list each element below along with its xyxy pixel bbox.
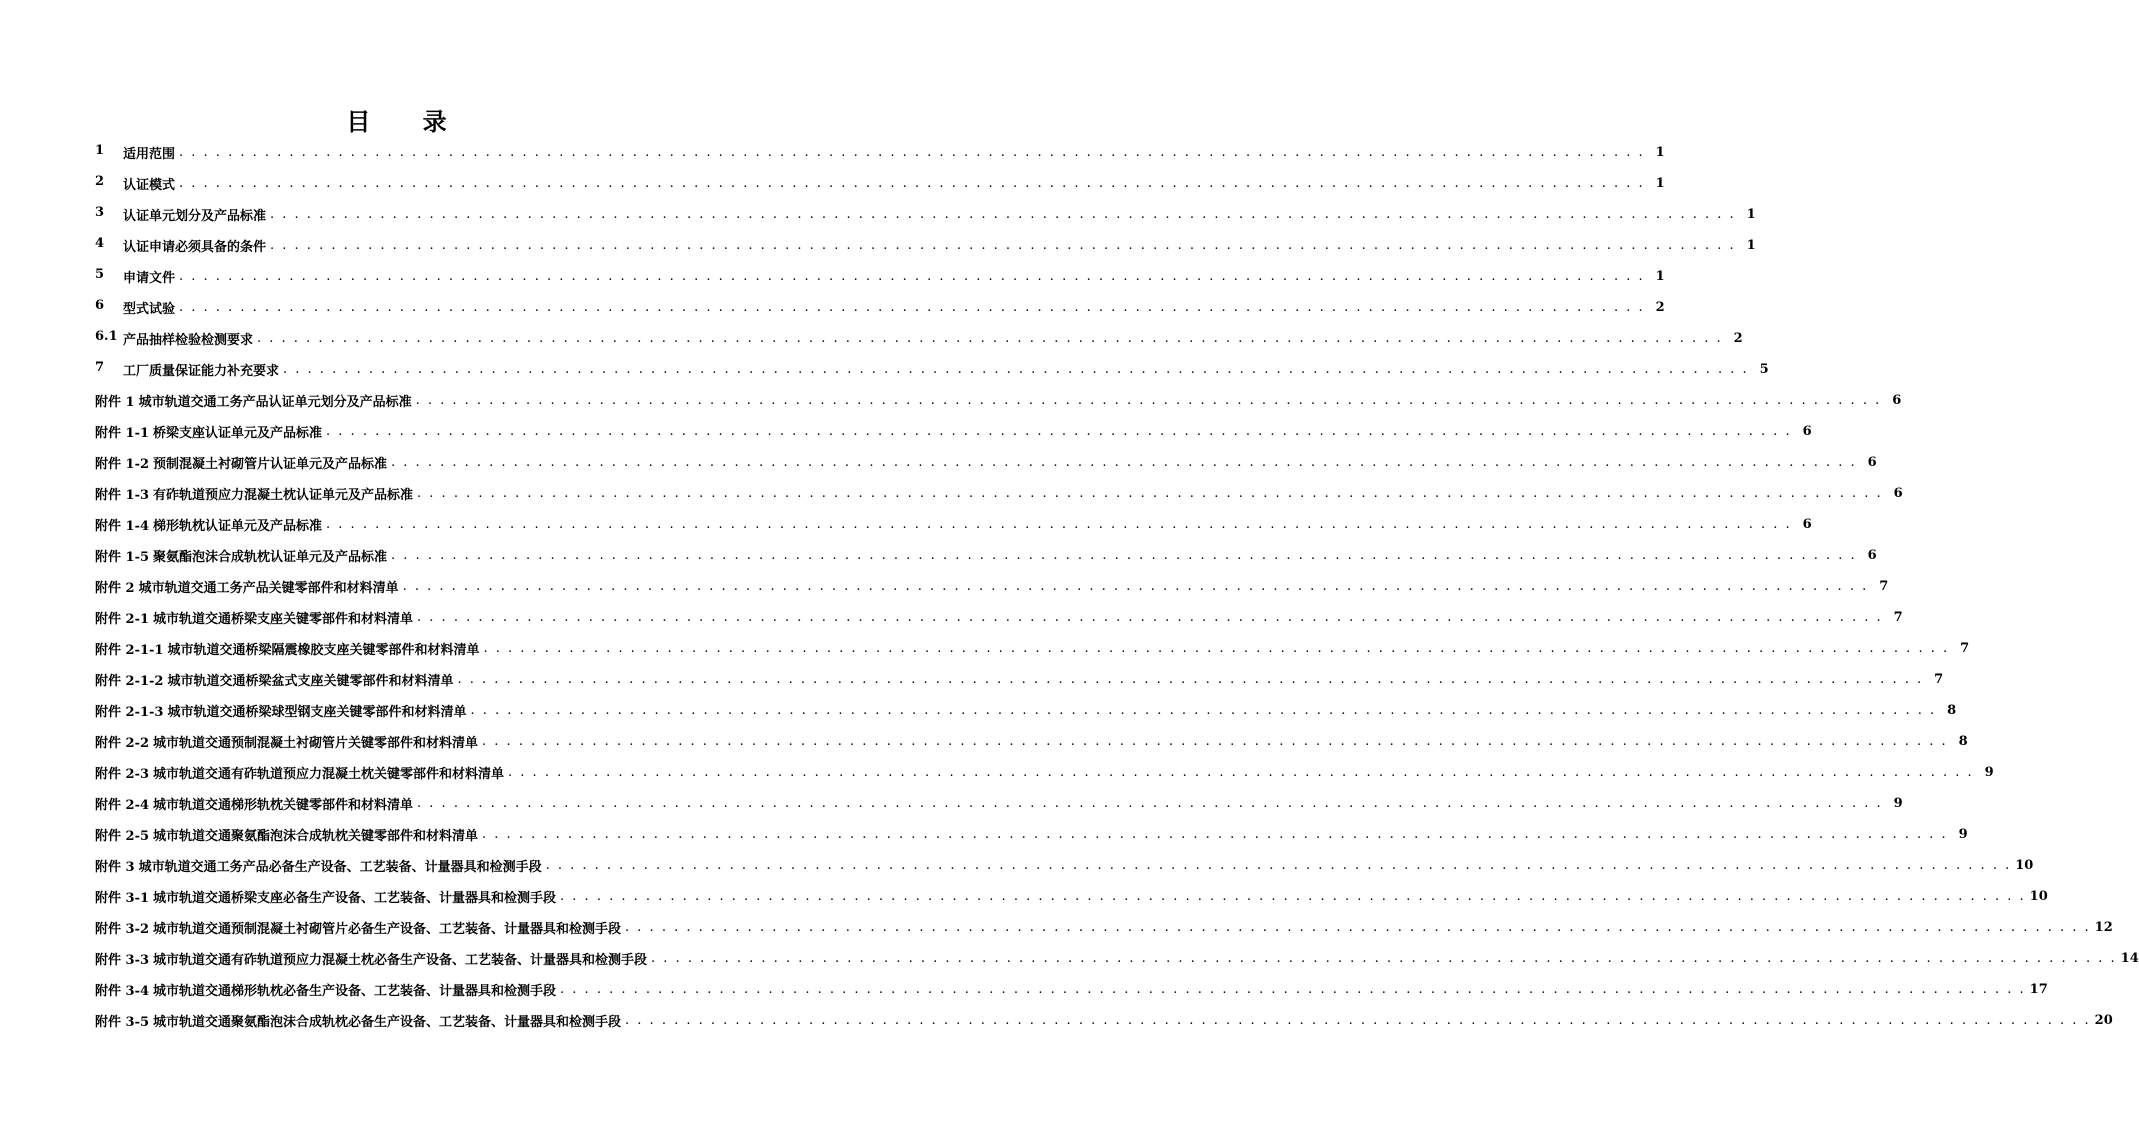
toc-entry[interactable] bbox=[95, 788, 1903, 819]
toc-entry-number: 6 bbox=[95, 298, 105, 313]
dot-leader: . . . . . . . . . . . . . . . . . . . . . . . . . . . . . . . . . . . . . . . . . . . . . . . . . . . . . . . . . . . . . . . . . . . . . . . . . . . . . . . . . . . . . . . . . . . . . . . . . . . . . . . . . . . . . . . . . . . . . . . . bbox=[482, 827, 1948, 842]
toc-entry-page-number: 2 bbox=[1655, 300, 1665, 315]
toc-entry-label bbox=[95, 484, 413, 503]
toc-entry-label bbox=[95, 329, 253, 348]
toc-entry-text: 城市轨道交通工务产品必备生产设备、工艺装备、计量器具和检测手段 bbox=[138, 860, 542, 875]
toc-entry-label bbox=[95, 267, 175, 286]
toc-entry-label bbox=[95, 639, 479, 658]
dot-leader: . . . . . . . . . . . . . . . . . . . . . . . . . . . . . . . . . . . . . . . . . . . . . . . . . . . . . . . . . . . . . . . . . . . . . . . . . . . . . . . . . . . . . . . . . . . . . . . . . . . . . . . . . . . . . . . . . . . . . . . . bbox=[283, 362, 1749, 377]
toc-entry-label bbox=[95, 143, 175, 162]
toc-entry-label bbox=[95, 546, 387, 565]
toc-entry-text: 城市轨道交通桥梁支座必备生产设备、工艺装备、计量器具和检测手段 bbox=[153, 891, 557, 906]
toc-entry-text: 城市轨道交通桥梁隔震橡胶支座关键零部件和材料清单 bbox=[167, 643, 480, 658]
toc-entry-label bbox=[95, 794, 413, 813]
toc-entry-text: 城市轨道交通工务产品认证单元划分及产品标准 bbox=[138, 395, 412, 410]
toc-entry-number: 附件 3-5 bbox=[95, 1015, 150, 1030]
toc-entry[interactable] bbox=[95, 292, 1665, 323]
toc-entry-label bbox=[95, 453, 387, 472]
dot-leader: . . . . . . . . . . . . . . . . . . . . . . . . . . . . . . . . . . . . . . . . . . . . . . . . . . . . . . . . . . . . . . . . . . . . . . . . . . . . . . . . . . . . . . . . . . . . . . . . . . . . . . . . . . . . . . . . . . . . . . . . bbox=[470, 703, 1937, 718]
dot-leader: . . . . . . . . . . . . . . . . . . . . . . . . . . . . . . . . . . . . . . . . . . . . . . . . . . . . . . . . . . . . . . . . . . . . . . . . . . . . . . . . . . . . . . . . . . . . . . . . . . . . . . . . . . . . . . . . . . . . . . . . bbox=[270, 238, 1736, 253]
toc-entry-text: 城市轨道交通梯形轨枕关键零部件和材料清单 bbox=[153, 798, 414, 813]
dot-leader: . . . . . . . . . . . . . . . . . . . . . . . . . . . . . . . . . . . . . . . . . . . . . . . . . . . . . . . . . . . . . . . . . . . . . . . . . . . . . . . . . . . . . . . . . . . . . . . . . . . . . . . . . . . . . . . . . . . . . . . . bbox=[560, 982, 2026, 997]
toc-entry-page-number: 10 bbox=[2015, 858, 2034, 873]
toc-entry-text: 城市轨道交通工务产品关键零部件和材料清单 bbox=[138, 581, 399, 596]
toc-entry[interactable] bbox=[95, 571, 1889, 602]
toc-entry-number: 1 bbox=[95, 143, 105, 158]
toc-entry[interactable] bbox=[95, 168, 1665, 199]
toc-entry-label bbox=[95, 577, 399, 596]
toc-entry-number: 附件 2-4 bbox=[95, 798, 150, 813]
dot-leader: . . . . . . . . . . . . . . . . . . . . . . . . . . . . . . . . . . . . . . . . . . . . . . . . . . . . . . . . . . . . . . . . . . . . . . . . . . . . . . . . . . . . . . . . . . . . . . . . . . . . . . . . . . . . . . . . . . . . . . . . bbox=[625, 920, 2091, 935]
toc-entry-number: 附件 2 bbox=[95, 581, 135, 596]
toc-entry-label bbox=[95, 763, 504, 782]
toc-entry-text: 聚氨酯泡沫合成轨枕认证单元及产品标准 bbox=[153, 550, 388, 565]
toc-entry[interactable] bbox=[95, 199, 1756, 230]
toc-entry-page-number: 20 bbox=[2094, 1013, 2113, 1028]
dot-leader: . . . . . . . . . . . . . . . . . . . . . . . . . . . . . . . . . . . . . . . . . . . . . . . . . . . . . . . . . . . . . . . . . . . . . . . . . . . . . . . . . . . . . . . . . . . . . . . . . . . . . . . . . . . . . . . . . . . . . . . . bbox=[457, 672, 1924, 687]
dot-leader: . . . . . . . . . . . . . . . . . . . . . . . . . . . . . . . . . . . . . . . . . . . . . . . . . . . . . . . . . . . . . . . . . . . . . . . . . . . . . . . . . . . . . . . . . . . . . . . . . . . . . . . . . . . . . . . . . . . . . . . . bbox=[270, 207, 1736, 222]
toc-entry-page-number: 7 bbox=[1879, 579, 1889, 594]
toc-entry-label bbox=[95, 205, 266, 224]
toc-entry-label bbox=[95, 608, 413, 627]
toc-entry[interactable] bbox=[95, 540, 1877, 571]
toc-entry-text: 城市轨道交通桥梁球型钢支座关键零部件和材料清单 bbox=[167, 705, 467, 720]
toc-entry[interactable] bbox=[95, 695, 1957, 726]
toc-entry-text: 工厂质量保证能力补充要求 bbox=[123, 364, 280, 379]
toc-entry-page-number: 6 bbox=[1867, 548, 1877, 563]
toc-entry-number: 附件 2-2 bbox=[95, 736, 150, 751]
toc-entry-page-number: 6 bbox=[1892, 393, 1902, 408]
toc-entry-number: 附件 3-2 bbox=[95, 922, 150, 937]
toc-entry-label bbox=[95, 515, 322, 534]
toc-entry[interactable] bbox=[95, 633, 1970, 664]
dot-leader: . . . . . . . . . . . . . . . . . . . . . . . . . . . . . . . . . . . . . . . . . . . . . . . . . . . . . . . . . . . . . . . . . . . . . . . . . . . . . . . . . . . . . . . . . . . . . . . . . . . . . . . . . . . . . . . . . . . . . . . . bbox=[326, 424, 1792, 439]
toc-entry-text: 城市轨道交通桥梁盆式支座关键零部件和材料清单 bbox=[167, 674, 454, 689]
toc-entry[interactable] bbox=[95, 819, 1968, 850]
dot-leader: . . . . . . . . . . . . . . . . . . . . . . . . . . . . . . . . . . . . . . . . . . . . . . . . . . . . . . . . . . . . . . . . . . . . . . . . . . . . . . . . . . . . . . . . . . . . . . . . . . . . . . . . . . . . . . . . . . . . . . . . bbox=[179, 300, 1645, 315]
toc-entry-page-number: 7 bbox=[1934, 672, 1944, 687]
toc-entry-page-number: 1 bbox=[1655, 269, 1665, 284]
toc-entry[interactable] bbox=[95, 943, 2139, 974]
toc-entry-number: 附件 1-3 bbox=[95, 488, 150, 503]
toc-entry-page-number: 1 bbox=[1655, 176, 1665, 191]
toc-entry[interactable] bbox=[95, 323, 1743, 354]
toc-entry-page-number: 7 bbox=[1893, 610, 1903, 625]
toc-entry[interactable] bbox=[95, 664, 1944, 695]
toc-entry[interactable] bbox=[95, 230, 1756, 261]
toc-entry[interactable] bbox=[95, 509, 1812, 540]
toc-entry-number: 5 bbox=[95, 267, 105, 282]
toc-entry-text: 城市轨道交通聚氨酯泡沫合成轨枕必备生产设备、工艺装备、计量器具和检测手段 bbox=[153, 1015, 622, 1030]
toc-entry-page-number: 8 bbox=[1958, 734, 1968, 749]
toc-entry-number: 附件 1-1 bbox=[95, 426, 150, 441]
toc-entry-label bbox=[95, 732, 478, 751]
toc-entry-page-number: 2 bbox=[1733, 331, 1743, 346]
toc-entry-label bbox=[95, 701, 466, 720]
toc-entry[interactable] bbox=[95, 912, 2113, 943]
toc-entry-text: 预制混凝土衬砌管片认证单元及产品标准 bbox=[153, 457, 388, 472]
dot-leader: . . . . . . . . . . . . . . . . . . . . . . . . . . . . . . . . . . . . . . . . . . . . . . . . . . . . . . . . . . . . . . . . . . . . . . . . . . . . . . . . . . . . . . . . . . . . . . . . . . . . . . . . . . . . . . . . . . . . . . . . bbox=[179, 145, 1645, 160]
toc-entry-page-number: 1 bbox=[1746, 238, 1756, 253]
dot-leader: . . . . . . . . . . . . . . . . . . . . . . . . . . . . . . . . . . . . . . . . . . . . . . . . . . . . . . . . . . . . . . . . . . . . . . . . . . . . . . . . . . . . . . . . . . . . . . . . . . . . . . . . . . . . . . . . . . . . . . . . bbox=[651, 951, 2117, 966]
toc-entry-label bbox=[95, 391, 412, 410]
toc-entry-text: 申请文件 bbox=[123, 271, 176, 286]
toc-entry[interactable] bbox=[95, 602, 1903, 633]
toc-entry-text: 认证模式 bbox=[123, 178, 176, 193]
toc-entry[interactable] bbox=[95, 447, 1877, 478]
toc-entry-text: 产品抽样检验检测要求 bbox=[123, 333, 254, 348]
toc-entry-label bbox=[95, 918, 621, 937]
toc-entry-page-number: 17 bbox=[2029, 982, 2048, 997]
toc-entry-label bbox=[95, 980, 556, 999]
dot-leader: . . . . . . . . . . . . . . . . . . . . . . . . . . . . . . . . . . . . . . . . . . . . . . . . . . . . . . . . . . . . . . . . . . . . . . . . . . . . . . . . . . . . . . . . . . . . . . . . . . . . . . . . . . . . . . . . . . . . . . . . bbox=[179, 176, 1645, 191]
table-of-contents bbox=[95, 137, 2139, 1036]
toc-entry-text: 桥梁支座认证单元及产品标准 bbox=[153, 426, 323, 441]
toc-entry-text: 认证申请必须具备的条件 bbox=[123, 240, 267, 255]
toc-entry-page-number: 6 bbox=[1802, 424, 1812, 439]
toc-entry-text: 认证单元划分及产品标准 bbox=[123, 209, 267, 224]
toc-entry-page-number: 7 bbox=[1960, 641, 1970, 656]
toc-entry-label bbox=[95, 360, 279, 379]
toc-entry-number: 3 bbox=[95, 205, 105, 220]
toc-entry-page-number: 9 bbox=[1958, 827, 1968, 842]
toc-entry-number: 附件 2-1-2 bbox=[95, 674, 164, 689]
toc-entry-text: 有砟轨道预应力混凝土枕认证单元及产品标准 bbox=[153, 488, 414, 503]
toc-entry-number: 附件 2-1-3 bbox=[95, 705, 164, 720]
dot-leader: . . . . . . . . . . . . . . . . . . . . . . . . . . . . . . . . . . . . . . . . . . . . . . . . . . . . . . . . . . . . . . . . . . . . . . . . . . . . . . . . . . . . . . . . . . . . . . . . . . . . . . . . . . . . . . . . . . . . . . . . bbox=[417, 610, 1883, 625]
dot-leader: . . . . . . . . . . . . . . . . . . . . . . . . . . . . . . . . . . . . . . . . . . . . . . . . . . . . . . . . . . . . . . . . . . . . . . . . . . . . . . . . . . . . . . . . . . . . . . . . . . . . . . . . . . . . . . . . . . . . . . . . bbox=[625, 1013, 2091, 1028]
dot-leader: . . . . . . . . . . . . . . . . . . . . . . . . . . . . . . . . . . . . . . . . . . . . . . . . . . . . . . . . . . . . . . . . . . . . . . . . . . . . . . . . . . . . . . . . . . . . . . . . . . . . . . . . . . . . . . . . . . . . . . . . bbox=[545, 858, 2012, 873]
dot-leader: . . . . . . . . . . . . . . . . . . . . . . . . . . . . . . . . . . . . . . . . . . . . . . . . . . . . . . . . . . . . . . . . . . . . . . . . . . . . . . . . . . . . . . . . . . . . . . . . . . . . . . . . . . . . . . . . . . . . . . . . bbox=[508, 765, 1974, 780]
toc-entry-text: 城市轨道交通有砟轨道预应力混凝土枕必备生产设备、工艺装备、计量器具和检测手段 bbox=[153, 953, 648, 968]
toc-entry[interactable] bbox=[95, 1005, 2113, 1036]
toc-entry-number: 附件 1-5 bbox=[95, 550, 150, 565]
dot-leader: . . . . . . . . . . . . . . . . . . . . . . . . . . . . . . . . . . . . . . . . . . . . . . . . . . . . . . . . . . . . . . . . . . . . . . . . . . . . . . . . . . . . . . . . . . . . . . . . . . . . . . . . . . . . . . . . . . . . . . . . bbox=[326, 517, 1792, 532]
dot-leader: . . . . . . . . . . . . . . . . . . . . . . . . . . . . . . . . . . . . . . . . . . . . . . . . . . . . . . . . . . . . . . . . . . . . . . . . . . . . . . . . . . . . . . . . . . . . . . . . . . . . . . . . . . . . . . . . . . . . . . . . bbox=[402, 579, 1869, 594]
toc-entry[interactable] bbox=[95, 478, 1903, 509]
toc-entry-number: 4 bbox=[95, 236, 105, 251]
toc-entry-number: 附件 2-1-1 bbox=[95, 643, 164, 658]
toc-entry-page-number: 9 bbox=[1893, 796, 1903, 811]
toc-entry-text: 梯形轨枕认证单元及产品标准 bbox=[153, 519, 323, 534]
toc-entry[interactable] bbox=[95, 261, 1665, 292]
toc-entry[interactable] bbox=[95, 137, 1665, 168]
toc-entry-number: 附件 3-1 bbox=[95, 891, 150, 906]
dot-leader: . . . . . . . . . . . . . . . . . . . . . . . . . . . . . . . . . . . . . . . . . . . . . . . . . . . . . . . . . . . . . . . . . . . . . . . . . . . . . . . . . . . . . . . . . . . . . . . . . . . . . . . . . . . . . . . . . . . . . . . . bbox=[483, 641, 1950, 656]
toc-entry-page-number: 1 bbox=[1655, 145, 1665, 160]
toc-entry-page-number: 6 bbox=[1867, 455, 1877, 470]
toc-entry-label bbox=[95, 949, 647, 968]
toc-entry-number: 2 bbox=[95, 174, 105, 189]
toc-entry-text: 城市轨道交通桥梁支座关键零部件和材料清单 bbox=[153, 612, 414, 627]
toc-entry-page-number: 9 bbox=[1984, 765, 1994, 780]
toc-entry-page-number: 12 bbox=[2094, 920, 2113, 935]
toc-entry-number: 附件 3-3 bbox=[95, 953, 150, 968]
toc-entry-text: 城市轨道交通聚氨酯泡沫合成轨枕关键零部件和材料清单 bbox=[153, 829, 479, 844]
toc-entry-label bbox=[95, 856, 542, 875]
toc-entry[interactable] bbox=[95, 416, 1812, 447]
toc-entry[interactable] bbox=[95, 385, 1902, 416]
dot-leader: . . . . . . . . . . . . . . . . . . . . . . . . . . . . . . . . . . . . . . . . . . . . . . . . . . . . . . . . . . . . . . . . . . . . . . . . . . . . . . . . . . . . . . . . . . . . . . . . . . . . . . . . . . . . . . . . . . . . . . . . bbox=[482, 734, 1948, 749]
toc-entry[interactable] bbox=[95, 757, 1994, 788]
toc-entry[interactable] bbox=[95, 726, 1968, 757]
dot-leader: . . . . . . . . . . . . . . . . . . . . . . . . . . . . . . . . . . . . . . . . . . . . . . . . . . . . . . . . . . . . . . . . . . . . . . . . . . . . . . . . . . . . . . . . . . . . . . . . . . . . . . . . . . . . . . . . . . . . . . . . bbox=[391, 548, 1857, 563]
toc-entry-number: 附件 2-3 bbox=[95, 767, 150, 782]
toc-entry-label bbox=[95, 887, 556, 906]
toc-entry-text: 城市轨道交通预制混凝土衬砌管片必备生产设备、工艺装备、计量器具和检测手段 bbox=[153, 922, 622, 937]
toc-entry-label bbox=[95, 422, 322, 441]
toc-entry[interactable] bbox=[95, 881, 2048, 912]
toc-entry-label bbox=[95, 298, 175, 317]
toc-entry-number: 6.1 bbox=[95, 329, 118, 344]
toc-entry-page-number: 5 bbox=[1759, 362, 1769, 377]
page-title: 目 录 bbox=[346, 107, 469, 136]
toc-entry-number: 7 bbox=[95, 360, 105, 375]
toc-entry-page-number: 10 bbox=[2029, 889, 2048, 904]
dot-leader: . . . . . . . . . . . . . . . . . . . . . . . . . . . . . . . . . . . . . . . . . . . . . . . . . . . . . . . . . . . . . . . . . . . . . . . . . . . . . . . . . . . . . . . . . . . . . . . . . . . . . . . . . . . . . . . . . . . . . . . . bbox=[179, 269, 1645, 284]
toc-entry-text: 型式试验 bbox=[123, 302, 176, 317]
dot-leader: . . . . . . . . . . . . . . . . . . . . . . . . . . . . . . . . . . . . . . . . . . . . . . . . . . . . . . . . . . . . . . . . . . . . . . . . . . . . . . . . . . . . . . . . . . . . . . . . . . . . . . . . . . . . . . . . . . . . . . . . bbox=[417, 796, 1883, 811]
dot-leader: . . . . . . . . . . . . . . . . . . . . . . . . . . . . . . . . . . . . . . . . . . . . . . . . . . . . . . . . . . . . . . . . . . . . . . . . . . . . . . . . . . . . . . . . . . . . . . . . . . . . . . . . . . . . . . . . . . . . . . . . bbox=[391, 455, 1857, 470]
toc-entry-label bbox=[95, 174, 175, 193]
dot-leader: . . . . . . . . . . . . . . . . . . . . . . . . . . . . . . . . . . . . . . . . . . . . . . . . . . . . . . . . . . . . . . . . . . . . . . . . . . . . . . . . . . . . . . . . . . . . . . . . . . . . . . . . . . . . . . . . . . . . . . . . bbox=[415, 393, 1882, 408]
toc-entry-label bbox=[95, 1011, 621, 1030]
toc-entry-number: 附件 1-4 bbox=[95, 519, 150, 534]
toc-entry-number: 附件 2-5 bbox=[95, 829, 150, 844]
toc-entry-text: 适用范围 bbox=[123, 147, 176, 162]
toc-entry[interactable] bbox=[95, 974, 2048, 1005]
toc-entry-number: 附件 3-4 bbox=[95, 984, 150, 999]
toc-entry-text: 城市轨道交通梯形轨枕必备生产设备、工艺装备、计量器具和检测手段 bbox=[153, 984, 557, 999]
toc-entry-page-number: 1 bbox=[1746, 207, 1756, 222]
dot-leader: . . . . . . . . . . . . . . . . . . . . . . . . . . . . . . . . . . . . . . . . . . . . . . . . . . . . . . . . . . . . . . . . . . . . . . . . . . . . . . . . . . . . . . . . . . . . . . . . . . . . . . . . . . . . . . . . . . . . . . . . bbox=[560, 889, 2026, 904]
toc-entry-label bbox=[95, 670, 453, 689]
toc-entry-number: 附件 3 bbox=[95, 860, 135, 875]
dot-leader: . . . . . . . . . . . . . . . . . . . . . . . . . . . . . . . . . . . . . . . . . . . . . . . . . . . . . . . . . . . . . . . . . . . . . . . . . . . . . . . . . . . . . . . . . . . . . . . . . . . . . . . . . . . . . . . . . . . . . . . . bbox=[417, 486, 1883, 501]
dot-leader: . . . . . . . . . . . . . . . . . . . . . . . . . . . . . . . . . . . . . . . . . . . . . . . . . . . . . . . . . . . . . . . . . . . . . . . . . . . . . . . . . . . . . . . . . . . . . . . . . . . . . . . . . . . . . . . . . . . . . . . . bbox=[257, 331, 1723, 346]
toc-entry[interactable] bbox=[95, 850, 2034, 881]
toc-entry-text: 城市轨道交通有砟轨道预应力混凝土枕关键零部件和材料清单 bbox=[153, 767, 505, 782]
toc-entry-number: 附件 2-1 bbox=[95, 612, 150, 627]
toc-entry-text: 城市轨道交通预制混凝土衬砌管片关键零部件和材料清单 bbox=[153, 736, 479, 751]
toc-entry[interactable] bbox=[95, 354, 1769, 385]
toc-entry-label bbox=[95, 236, 266, 255]
toc-entry-number: 附件 1 bbox=[95, 395, 135, 410]
toc-entry-label bbox=[95, 825, 478, 844]
toc-entry-page-number: 14 bbox=[2120, 951, 2139, 966]
toc-entry-page-number: 8 bbox=[1947, 703, 1957, 718]
toc-entry-page-number: 6 bbox=[1893, 486, 1903, 501]
toc-entry-page-number: 6 bbox=[1802, 517, 1812, 532]
toc-entry-number: 附件 1-2 bbox=[95, 457, 150, 472]
